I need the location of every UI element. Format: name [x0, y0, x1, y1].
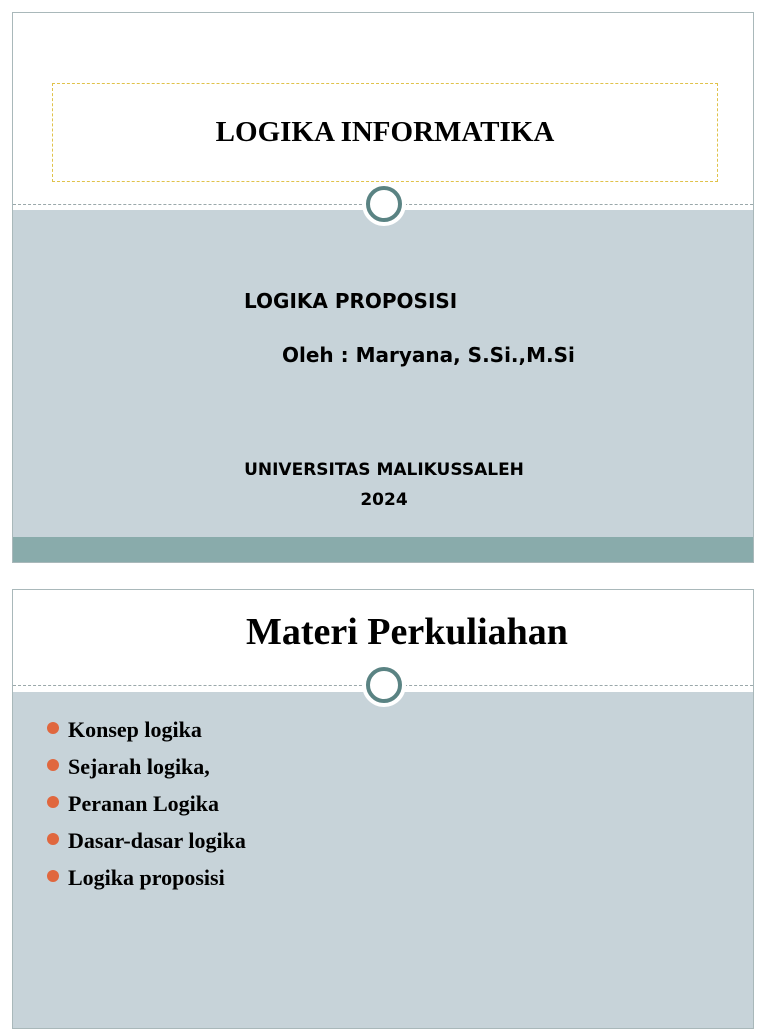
ring-icon [366, 667, 402, 703]
list-item-text: Logika proposisi [68, 865, 225, 890]
content-band [13, 210, 753, 537]
list-item [47, 866, 246, 903]
ring-icon [366, 186, 402, 222]
year: 2024 [360, 490, 408, 510]
bullet-dot-icon [47, 796, 59, 808]
bullet-dot-icon [47, 870, 59, 882]
list-item [47, 829, 246, 866]
title-slide [12, 12, 754, 563]
list-item [47, 792, 246, 829]
bullet-dot-icon [47, 833, 59, 845]
list-item-text: Peranan Logika [68, 791, 219, 816]
bullet-list [47, 718, 246, 903]
list-item-text: Konsep logika [68, 717, 202, 742]
slide-title: LOGIKA INFORMATIKA [215, 116, 555, 148]
list-item-text: Sejarah logika, [68, 754, 210, 779]
title-placeholder [52, 83, 718, 182]
slide-subtitle: LOGIKA PROPOSISI [244, 289, 458, 313]
author-line: Oleh : Maryana, S.Si.,M.Si [282, 343, 575, 367]
footer-band [13, 537, 753, 563]
slide-title: Materi Perkuliahan [246, 611, 568, 653]
bullet-dot-icon [47, 759, 59, 771]
list-item [47, 755, 246, 792]
list-item [47, 718, 246, 755]
bullet-dot-icon [47, 722, 59, 734]
institution: UNIVERSITAS MALIKUSSALEH [244, 460, 524, 480]
list-item-text: Dasar-dasar logika [68, 828, 246, 853]
agenda-slide [12, 589, 754, 1029]
